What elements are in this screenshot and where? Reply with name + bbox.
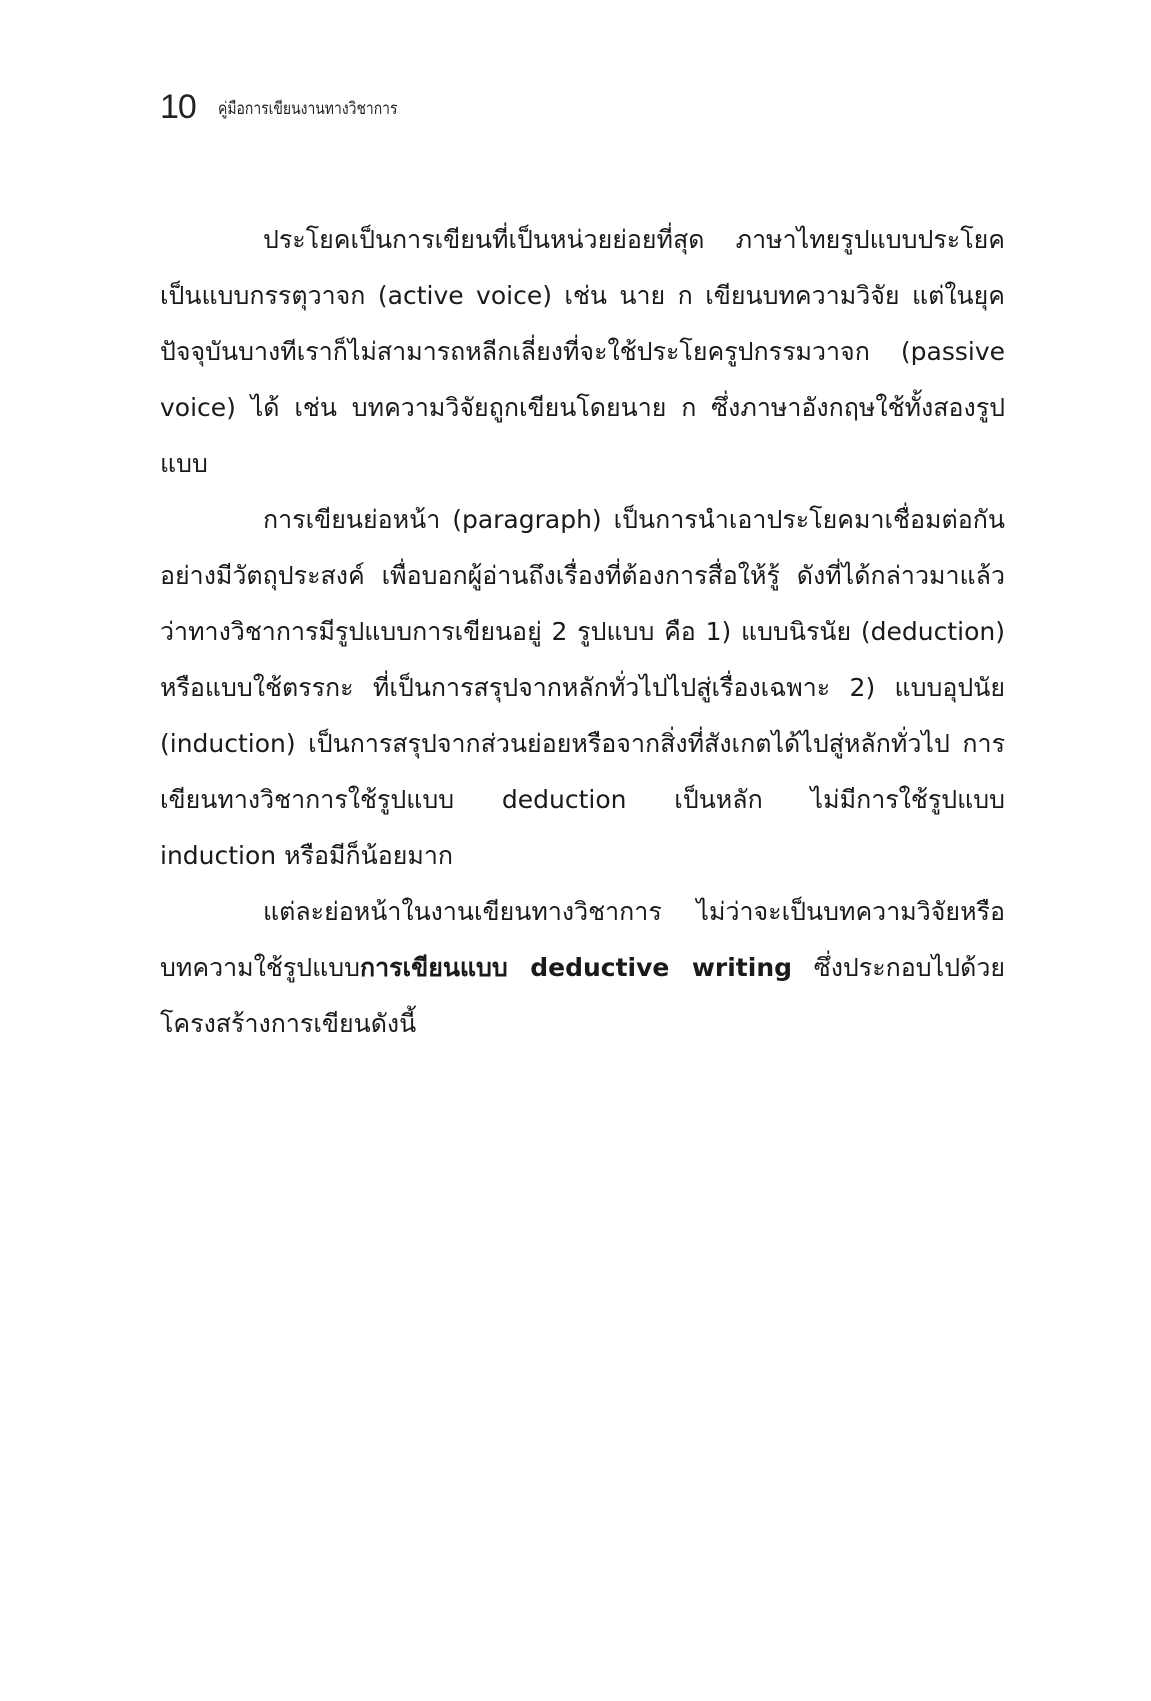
paragraph-sentence-types: ประโยคเป็นการเขียนที่เป็นหน่วยย่อยที่สุด ภาษาไทยรูปแบบประโยคเป็นแบบกรรตุวาจก (active voice) เช่น นาย ก เขียนบทความวิจัย แต่ในยุคปัจจุบันบางทีเราก็ไม่สามารถหลีกเลี่ยงที่จะใช้ประโยครูปกรรมวาจก (passive voice) ได้ เช่น บทความวิจัยถูกเขียนโดยนาย ก ซึ่งภาษาอังกฤษใช้ทั้งสองรูปแบบ [160, 225, 1005, 478]
paragraph-writing-paragraphs: การเขียนย่อหน้า (paragraph) เป็นการนำเอาประโยคมาเชื่อมต่อกันอย่างมีวัตถุประสงค์ เพื่อบอกผู้อ่านถึงเรื่องที่ต้องการสื่อให้รู้ ดังที่ได้กล่าวมาแล้วว่าทางวิชาการมีรูปแบบการเขียนอยู่ 2 รูปแบบ คือ 1) แบบนิรนัย (deduction) หรือแบบใช้ตรรกะ ที่เป็นการสรุปจากหลักทั่วไปไปสู่เรื่องเฉพาะ 2) แบบอุปนัย (induction) เป็นการสรุปจากส่วนย่อยหรือจากสิ่งที่สังเกตได้ไปสู่หลักทั่วไป การเขียนทางวิชาการใช้รูปแบบ deduction เป็นหลัก ไม่มีการใช้รูปแบบ induction หรือมีก็น้อยมาก [160, 505, 1005, 870]
body-text [160, 212, 1005, 1052]
page-number: 10 [160, 88, 196, 126]
book-title: คู่มือการเขียนงานทางวิชาการ [217, 99, 398, 119]
paragraph-text-after: ซึ่งประกอบไปด้วยโครงสร้างการเขียนดังนี้ [160, 953, 1006, 1038]
bold-term: การเขียนแบบ deductive writing [359, 953, 793, 982]
paragraph-deductive-writing [160, 884, 1005, 1052]
paragraph-text-before: แต่ละย่อหน้าในงานเขียนทางวิชาการ ไม่ว่าจะเป็นบทความวิจัยหรือบทความใช้รูปแบบ [160, 897, 1005, 982]
running-header [160, 84, 437, 124]
